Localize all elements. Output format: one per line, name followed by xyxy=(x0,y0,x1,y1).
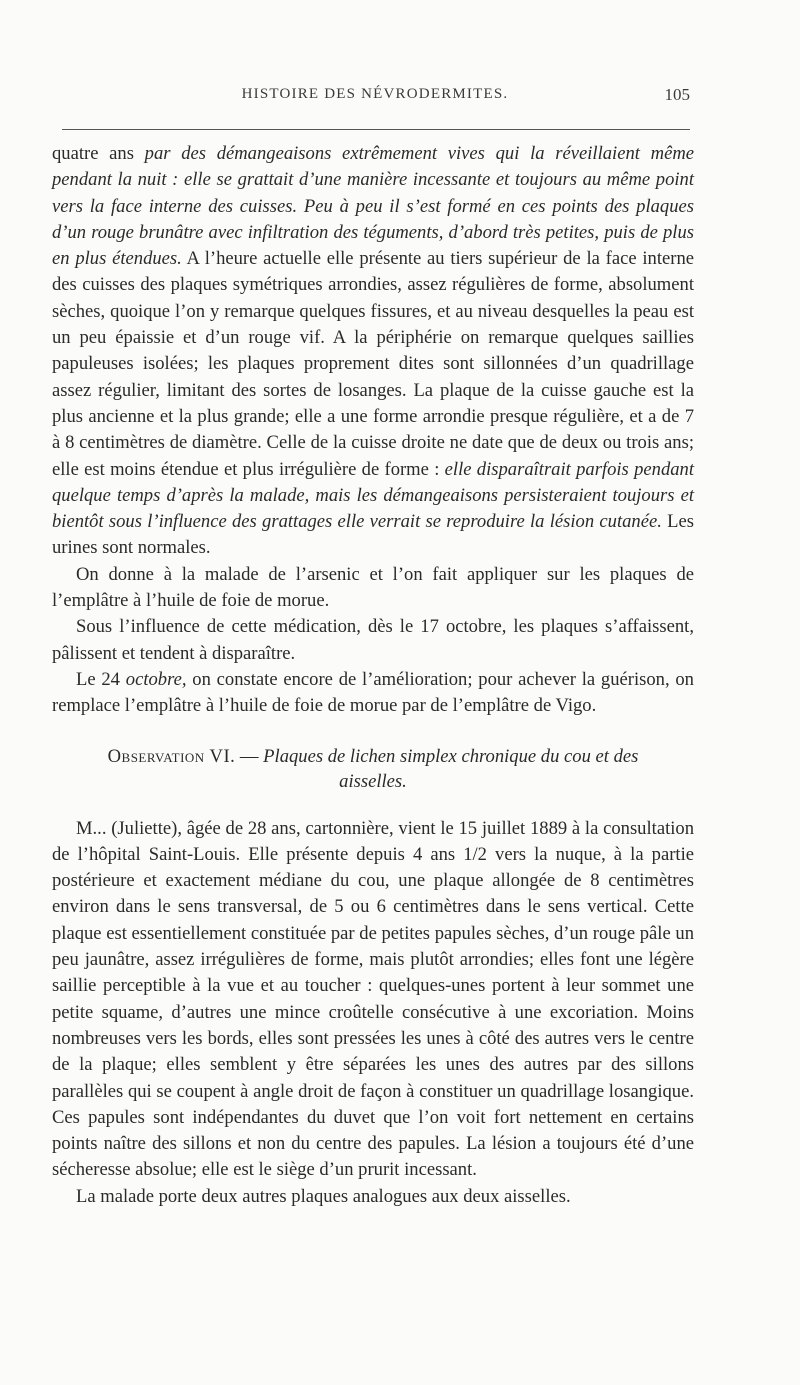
paragraph-text: quatre ans xyxy=(52,143,145,164)
paragraph-italic-text: par des démangeaisons extrêmement vives qui la réveillaient même pendant la nuit : elle se grattait d’une manière incessante et toujours au même point vers la face interne des cuisses. Peu à peu il s’est formé en ces points des plaques d’un rouge brunâtre avec infiltration des téguments, d’abord très petites, puis de plus en plus étendues. xyxy=(52,143,694,270)
paragraph-continuation xyxy=(52,141,694,562)
paragraph-italic-text: octobre, xyxy=(125,668,187,690)
page-number: 105 xyxy=(664,85,690,104)
body-text xyxy=(52,141,694,1210)
paragraph-italic-text: elle disparaîtrait parfois pendant quelque temps d’après la malade, mais les démangeaisons persisteraient toujours et bientôt sous l’influence des grattages elle verrait se reproduire la lésion cutanée. xyxy=(52,458,694,533)
observation-dash: — xyxy=(235,745,264,767)
observation-title: Plaques de lichen simplex chronique du cou et des aisselles. xyxy=(263,745,639,792)
header-rule xyxy=(62,129,690,130)
paragraph-october xyxy=(52,667,694,720)
observation-label: Observation VI. xyxy=(107,745,236,767)
paragraph-final: La malade porte deux autres plaques analogues aux deux aisselles. xyxy=(76,1185,571,1207)
paragraph-text: Les urines sont normales. xyxy=(52,511,694,559)
running-title: HISTOIRE DES NÉVRODERMITES. xyxy=(241,86,509,102)
running-header xyxy=(60,86,690,110)
paragraph-case-description: M... (Juliette), âgée de 28 ans, cartonnière, vient le 15 juillet 1889 à la consultation de l’hôpital Saint-Louis. Elle présente depuis 4 ans 1/2 vers la nuque, à la partie postérieure et exactement médiane du cou, une plaque allongée de 8 centimètres environ dans le sens transversal, de 5 ou 6 centimètres dans le sens vertical. Cette plaque est essentiellement constituée par de petites papules sèches, d’un rouge pâle un peu jaunâtre, assez irrégulières de forme, mais plutôt arrondies; elles font une légère saillie perceptible à la vue et au toucher : quelques-unes portent à leur sommet une petite squame, d’autres une mince croûtelle consécutive à une excoriation. Moins nombreuses vers les bords, elles sont pressées les unes à côté des autres vers le centre de la plaque; elles semblent y être séparées les unes des autres par des sillons parallèles qui se coupent à angle droit de façon à constituer un quadrillage losangique. Ces papules sont indépendantes du duvet que l’on voit fort nettement en certains points naître des sillons et non du centre des papules. La lésion a toujours été d’une sécheresse absolue; elle est le siège d’un prurit incessant. xyxy=(52,817,694,1181)
paragraph-text: A l’heure actuelle elle présente au tiers supérieur de la face interne des cuisses des plaques symétriques arrondies, assez régulières de forme, absolument sèches, quoique l’on y remarque quelques fissures, et au niveau desquelles la peau est un peu épaissie et d’un rouge vif. A la périphérie on remarque quelques saillies papuleuses isolées; les plaques proprement dites sont sillonnées d’un quadrillage assez régulier, limitant des sortes de losanges. La plaque de la cuisse gauche est la plus ancienne et la plus grande; elle a une forme arrondie presque régulière, et a de 7 à 8 centimètres de diamètre. Celle de la cuisse droite ne date que de deux ou trois ans; elle est moins étendue et plus irrégulière de forme : xyxy=(52,248,694,480)
observation-heading xyxy=(52,744,694,794)
paragraph-text: on constate encore de l’amélioration; pour achever la guérison, on remplace l’emplâtre à l’huile de foie de morue par de l’emplâtre de Vigo. xyxy=(52,668,694,717)
paragraph-text: Le 24 xyxy=(76,668,126,690)
paragraph-improvement: Sous l’influence de cette médication, dès le 17 octobre, les plaques s’affaissent, pâlissent et tendent à disparaître. xyxy=(52,616,694,664)
paragraph-treatment: On donne à la malade de l’arsenic et l’on fait appliquer sur les plaques de l’emplâtre à l’huile de foie de morue. xyxy=(52,563,694,612)
